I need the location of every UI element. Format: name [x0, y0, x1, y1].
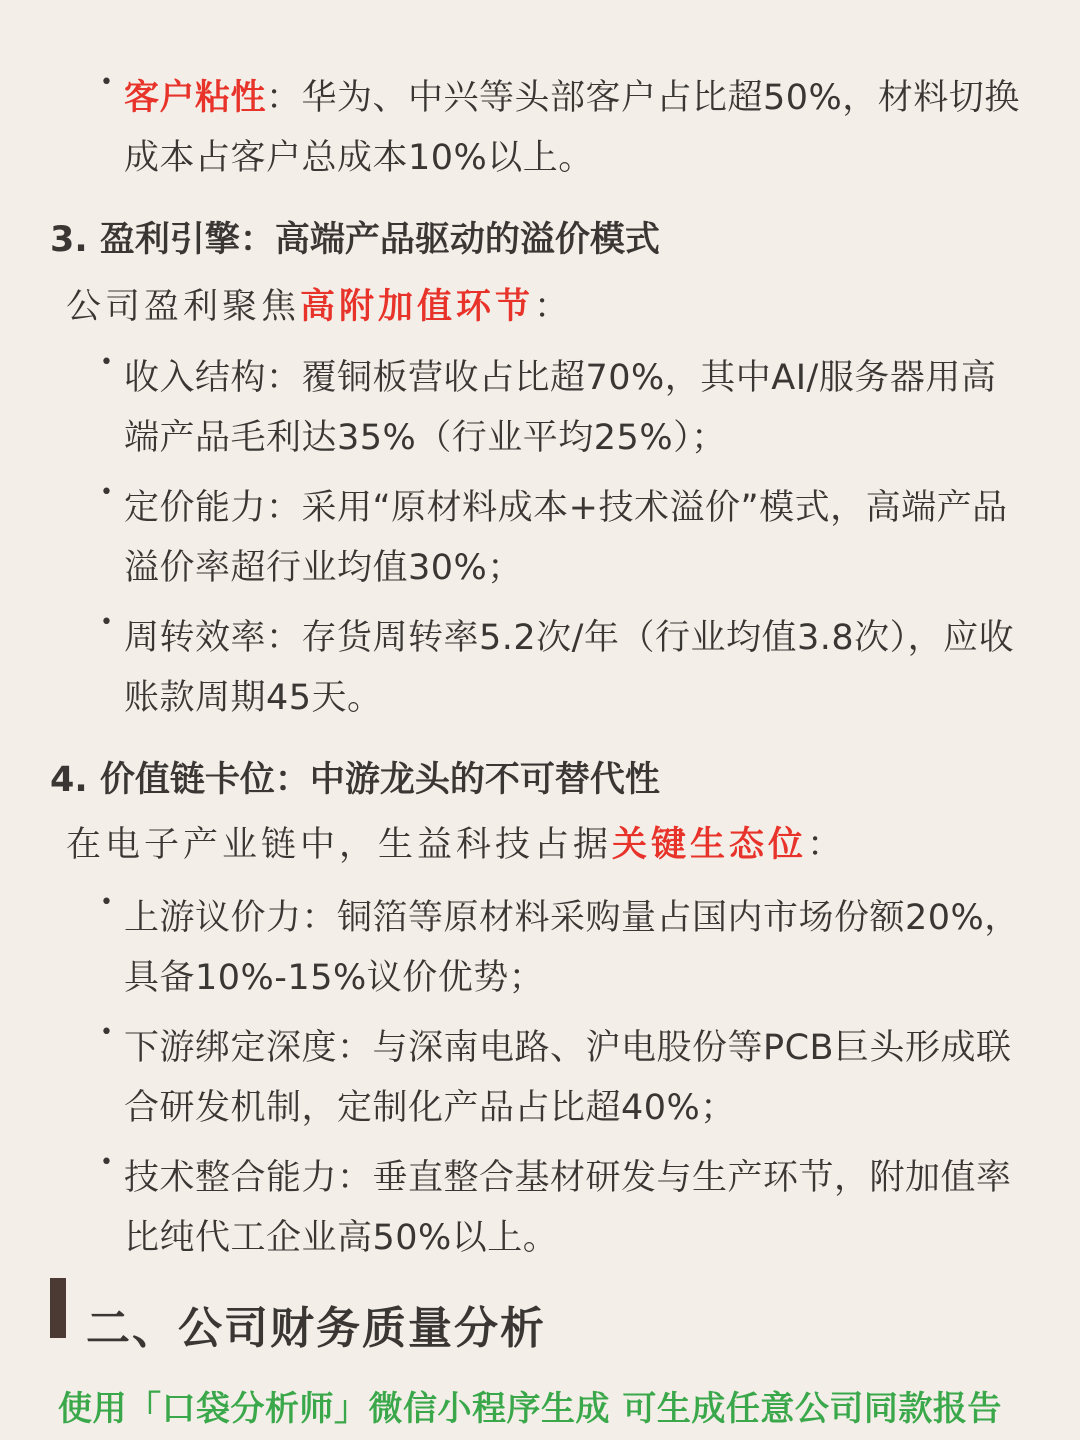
bullet-customer-stickiness [100, 68, 1024, 188]
bullet-downstream-binding [100, 1018, 1024, 1138]
section-heading-4: 4. 价值链卡位：中游龙头的不可替代性 [50, 760, 660, 800]
bullet-upstream-bargaining [100, 888, 1024, 1008]
bullet-dot-icon: • [100, 480, 114, 505]
intro-suffix: ： [534, 287, 574, 327]
intro-suffix: ： [807, 825, 847, 865]
section-heading-3: 3. 盈利引擎：高端产品驱动的溢价模式 [50, 220, 660, 260]
bullet-text: 下游绑定深度：与深南电路、沪电股份等PCB巨头形成联合研发机制，定制化产品占比超40%； [124, 1028, 1012, 1128]
bullet-text: ：华为、中兴等头部客户占比超50%，材料切换成本占客户总成本10%以上。 [124, 78, 1020, 178]
section-marker-bar [50, 1278, 66, 1338]
intro-highlight: 关键生态位 [612, 825, 808, 865]
bullet-dot-icon: • [100, 610, 114, 635]
bullet-text: 上游议价力：铜箔等原材料采购量占国内市场份额20%，具备10%-15%议价优势； [124, 898, 1020, 998]
bullet-text: 技术整合能力：垂直整合基材研发与生产环节，附加值率比纯代工企业高50%以上。 [124, 1158, 1012, 1258]
intro-prefix: 公司盈利聚焦 [66, 287, 301, 327]
bullet-turnover-efficiency [100, 608, 1024, 728]
bullet-text: 周转效率：存货周转率5.2次/年（行业均值3.8次），应收账款周期45天。 [124, 618, 1015, 718]
section-intro-4 [66, 822, 846, 868]
footer-promo-text: 使用「口袋分析师」微信小程序生成 可生成任意公司同款报告 [58, 1389, 1002, 1429]
section-intro-3 [66, 284, 573, 330]
bullet-dot-icon: • [100, 350, 114, 375]
intro-prefix: 在电子产业链中，生益科技占据 [66, 825, 613, 865]
bullet-tech-integration [100, 1148, 1024, 1268]
bullet-dot-icon: • [100, 890, 114, 915]
bullet-revenue-structure [100, 348, 1024, 468]
bullet-dot-icon: • [100, 1150, 114, 1175]
bullet-text: 定价能力：采用“原材料成本+技术溢价”模式，高端产品溢价率超行业均值30%； [124, 488, 1008, 588]
bullet-text: 收入结构：覆铜板营收占比超70%，其中AI/服务器用高端产品毛利达35%（行业平均25%）； [124, 358, 997, 458]
chapter-title: 二、公司财务质量分析 [86, 1303, 546, 1354]
bullet-dot-icon: • [100, 1020, 114, 1045]
bullet-label: 客户粘性 [124, 78, 267, 118]
intro-highlight: 高附加值环节 [300, 287, 535, 327]
bullet-pricing-power [100, 478, 1024, 598]
bullet-dot-icon: • [100, 70, 114, 95]
